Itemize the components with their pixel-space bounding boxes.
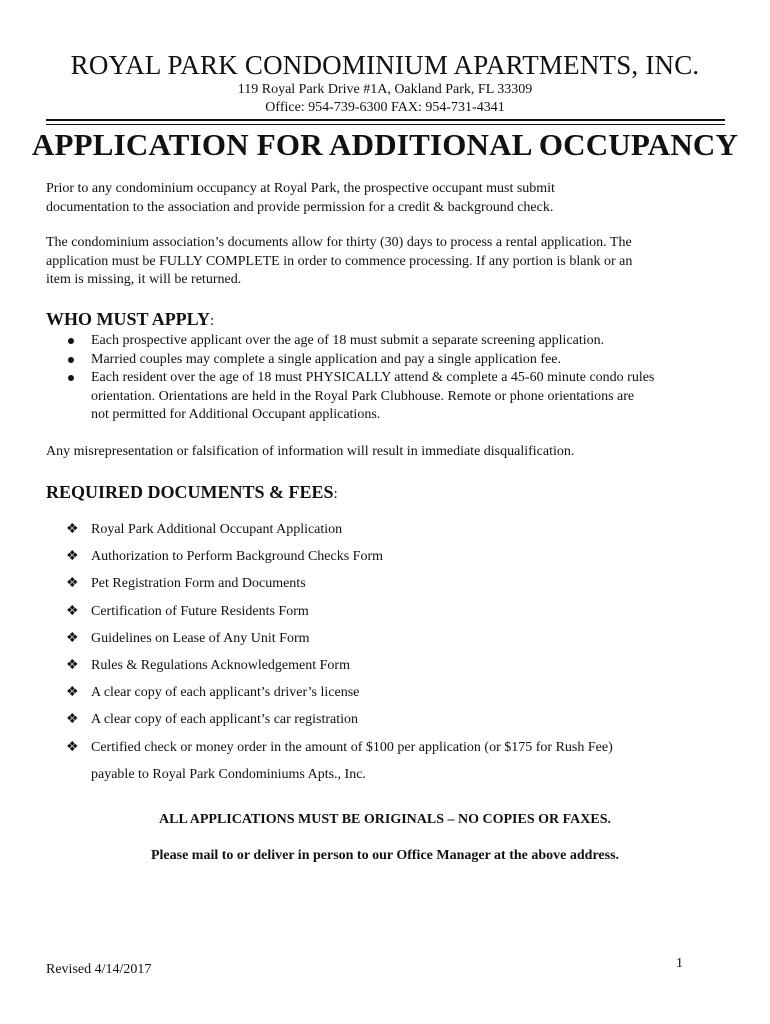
revision-date: Revised 4/14/2017 xyxy=(46,962,152,977)
required-documents-list xyxy=(66,520,746,785)
list-item-text: Royal Park Additional Occupant Application xyxy=(91,522,343,537)
who-must-apply-list xyxy=(66,332,736,425)
four-diamond-bullet-icon: ❖ xyxy=(66,603,79,619)
four-diamond-bullet-icon: ❖ xyxy=(66,657,79,673)
four-diamond-bullet-icon: ❖ xyxy=(66,522,79,537)
list-item xyxy=(66,520,746,547)
list-item xyxy=(66,656,746,683)
four-diamond-bullet-icon: ❖ xyxy=(66,739,79,755)
who-must-apply-heading-text: WHO MUST APPLY xyxy=(46,309,211,329)
four-diamond-bullet-icon: ❖ xyxy=(66,712,79,728)
four-diamond-bullet-icon: ❖ xyxy=(66,630,79,646)
list-item-text: A clear copy of each applicant’s driver’s license xyxy=(91,685,360,701)
intro-paragraph-2-line: item is missing, it will be returned. xyxy=(46,272,242,287)
list-item-text: Authorization to Perform Background Checks Form xyxy=(91,549,384,565)
list-item-text: Guidelines on Lease of Any Unit Form xyxy=(91,630,310,646)
disqualification-warning-text: Any misrepresentation or falsification of information will result in immediate disqualification. xyxy=(46,444,575,459)
bullet-dot-icon xyxy=(68,338,74,344)
list-item-text: Certified check or money order in the amount of $100 per application (or $175 for Rush Fee) xyxy=(91,739,613,755)
intro-paragraph-2 xyxy=(46,234,736,290)
list-item xyxy=(66,547,746,574)
intro-paragraph-2-line: The condominium association’s documents allow for thirty (30) days to process a rental application. The xyxy=(46,235,632,250)
who-must-apply-heading xyxy=(46,309,214,330)
list-item xyxy=(66,369,736,425)
list-item-line: not permitted for Additional Occupant applications. xyxy=(91,407,381,422)
intro-paragraph-1-line: Prior to any condominium occupancy at Royal Park, the prospective occupant must submit xyxy=(46,181,555,196)
list-item-line: orientation. Orientations are held in the Royal Park Clubhouse. Remote or phone orientations are xyxy=(91,388,635,404)
header-divider-thin xyxy=(46,124,725,125)
organization-phone-fax: Office: 954-739-6300 FAX: 954-731-4341 xyxy=(265,100,505,115)
mail-instructions: Please mail to or deliver in person to our Office Manager at the above address. xyxy=(150,848,620,863)
list-item xyxy=(66,332,736,351)
four-diamond-bullet-icon: ❖ xyxy=(66,549,79,565)
list-item xyxy=(66,683,746,710)
page-number: 1 xyxy=(676,956,683,971)
list-item-text: Rules & Regulations Acknowledgement Form xyxy=(91,657,350,673)
list-item xyxy=(66,629,746,656)
document-title: APPLICATION FOR ADDITIONAL OCCUPANCY xyxy=(31,127,739,162)
intro-paragraph-1 xyxy=(46,180,736,217)
list-item-line: Each resident over the age of 18 must PHYSICALLY attend & complete a 45-60 minute condo rules xyxy=(91,370,655,385)
list-item-line: Married couples may complete a single application and pay a single application fee. xyxy=(91,351,561,367)
list-item-text: Pet Registration Form and Documents xyxy=(91,576,306,592)
intro-paragraph-1-line: documentation to the association and provide permission for a credit & background check. xyxy=(46,199,554,215)
list-item xyxy=(66,738,746,785)
list-item-text: Certification of Future Residents Form xyxy=(91,603,309,619)
list-item xyxy=(66,574,746,601)
intro-paragraph-2-line: application must be FULLY COMPLETE in order to commence processing. If any portion is blank or an xyxy=(46,253,633,269)
required-documents-heading xyxy=(46,482,338,503)
heading-colon: : xyxy=(210,313,215,329)
disqualification-warning xyxy=(46,443,736,462)
bullet-dot-icon xyxy=(68,357,74,363)
list-item xyxy=(66,710,746,737)
header-divider-thick xyxy=(46,119,725,121)
organization-name: ROYAL PARK CONDOMINIUM APARTMENTS, INC. xyxy=(70,50,700,80)
list-item xyxy=(66,602,746,629)
organization-address: 119 Royal Park Drive #1A, Oakland Park, FL 33309 xyxy=(237,82,533,97)
list-item-line: Each prospective applicant over the age of 18 must submit a separate screening application. xyxy=(91,333,605,348)
required-documents-heading-text: REQUIRED DOCUMENTS & FEES xyxy=(46,482,334,502)
list-item xyxy=(66,351,736,370)
heading-colon: : xyxy=(333,486,338,502)
bullet-dot-icon xyxy=(68,375,74,381)
list-item-text: payable to Royal Park Condominiums Apts., Inc. xyxy=(91,766,366,782)
list-item-text: A clear copy of each applicant’s car registration xyxy=(91,712,359,728)
four-diamond-bullet-icon: ❖ xyxy=(66,685,79,701)
originals-notice: ALL APPLICATIONS MUST BE ORIGINALS – NO COPIES OR FAXES. xyxy=(159,812,611,827)
four-diamond-bullet-icon: ❖ xyxy=(66,576,79,592)
